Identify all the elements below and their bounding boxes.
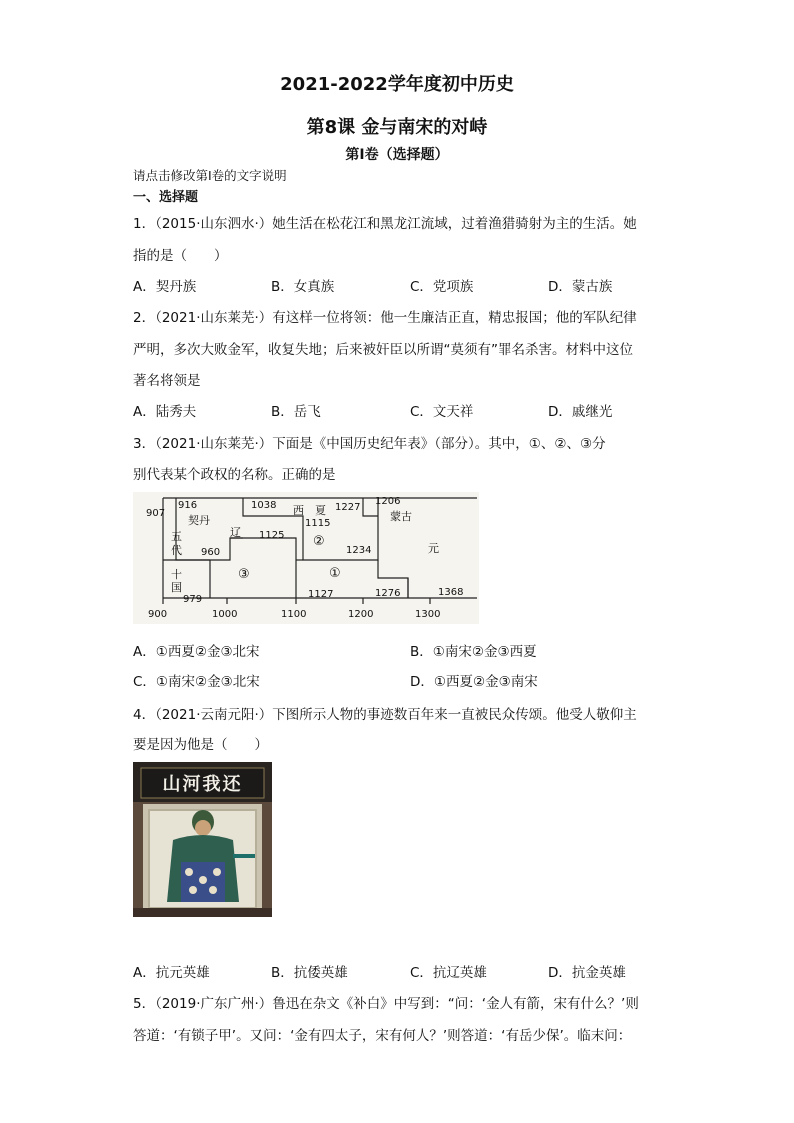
q3-option-d: D．①西夏②金③南宋: [410, 674, 538, 690]
q5-line1: 5．（2019·广东广州·）鲁迅在杂文《补白》中写到：“问：‘金人有箭，宋有什么？’则: [133, 996, 639, 1012]
q4-option-b: B．抗倭英雄: [271, 965, 348, 981]
label-1125: 1125: [259, 530, 285, 541]
q2-option-d: D．戚继光: [548, 404, 613, 420]
q1-option-b: B．女真族: [271, 279, 335, 295]
q4-option-c: C．抗辽英雄: [410, 965, 487, 981]
q1-line2: 指的是（ ）: [133, 248, 228, 264]
axis-1200: 1200: [348, 609, 374, 620]
label-circle-3: ③: [238, 567, 250, 582]
label-yuan: 元: [428, 542, 439, 555]
q2-line2: 严明，多次大败金军，收复失地；后来被奸臣以所谓“莫须有”罪名杀害。材料中这位: [133, 342, 633, 358]
label-1127: 1127: [308, 589, 334, 600]
q4-option-d: D．抗金英雄: [548, 965, 626, 981]
q3-option-a: A．①西夏②金③北宋: [133, 644, 260, 660]
label-1038: 1038: [251, 500, 277, 511]
yue-fei-statue-photo: [133, 762, 272, 917]
label-1227: 1227: [335, 502, 361, 513]
label-guo: 国: [171, 581, 182, 594]
label-1276: 1276: [375, 588, 401, 599]
q4-line1: 4．（2021·云南元阳·）下图所示人物的事迹数百年来一直被民众传颂。他受人敬仰主: [133, 707, 637, 723]
label-circle-2: ②: [313, 534, 325, 549]
axis-900: 900: [148, 609, 168, 620]
q1-line1: 1．（2015·山东泗水·）她生活在松花江和黑龙江流域，过着渔猎骑射为主的生活。她: [133, 216, 637, 232]
label-xixia: 西 夏: [293, 504, 326, 517]
label-1115: 1115: [305, 518, 331, 529]
lesson-title: 第8课 金与南宋的对峙: [306, 117, 488, 138]
q1-option-d: D．蒙古族: [548, 279, 613, 295]
q2-option-b: B．岳飞: [271, 404, 321, 420]
axis-1300: 1300: [415, 609, 441, 620]
q3-line2: 别代表某个政权的名称。正确的是: [133, 467, 336, 483]
q4-option-a: A．抗元英雄: [133, 965, 210, 981]
q2-option-a: A．陆秀夫: [133, 404, 197, 420]
q5-line2: 答道：‘有锁子甲’。又问：‘金有四太子，宋有何人？’则答道：‘有岳少保’。临末问：: [133, 1028, 632, 1044]
volume-note: 请点击修改第I卷的文字说明: [133, 168, 287, 183]
q3-option-b: B．①南宋②金③西夏: [410, 644, 537, 660]
page-title: 2021-2022学年度初中历史: [280, 74, 514, 95]
q2-line3: 著名将领是: [133, 373, 201, 389]
label-1368: 1368: [438, 587, 464, 598]
q2-line1: 2．（2021·山东莱芜·）有这样一位将领：他一生廉洁正直，精忠报国；他的军队纪律: [133, 310, 637, 326]
chronology-table-image: [133, 492, 479, 624]
label-1206: 1206: [375, 496, 401, 507]
q3-line1: 3．（2021·山东莱芜·）下面是《中国历史纪年表》（部分）。其中，①、②、③分: [133, 436, 606, 452]
q3-option-c: C．①南宋②金③北宋: [133, 674, 260, 690]
label-qidan: 契丹: [188, 514, 210, 527]
q4-line2: 要是因为他是（ ）: [133, 737, 268, 753]
label-liao: 辽: [230, 526, 241, 539]
volume-title: 第I卷（选择题）: [345, 147, 449, 163]
axis-1000: 1000: [212, 609, 238, 620]
q1-option-c: C．党项族: [410, 279, 474, 295]
section-heading: 一、选择题: [133, 190, 199, 205]
q2-option-c: C．文天祥: [410, 404, 474, 420]
label-menggu: 蒙古: [390, 510, 412, 523]
label-907: 907: [146, 508, 166, 519]
label-wu: 五: [171, 530, 182, 543]
label-979: 979: [183, 594, 203, 605]
label-circle-1: ①: [329, 566, 341, 581]
plaque-calligraphy: 山河我还: [162, 774, 243, 795]
label-1234: 1234: [346, 545, 372, 556]
label-960: 960: [201, 547, 221, 558]
label-dai: 代: [171, 544, 182, 557]
q1-option-a: A．契丹族: [133, 279, 197, 295]
label-916: 916: [178, 500, 198, 511]
axis-1100: 1100: [281, 609, 307, 620]
label-shi: 十: [171, 568, 182, 581]
